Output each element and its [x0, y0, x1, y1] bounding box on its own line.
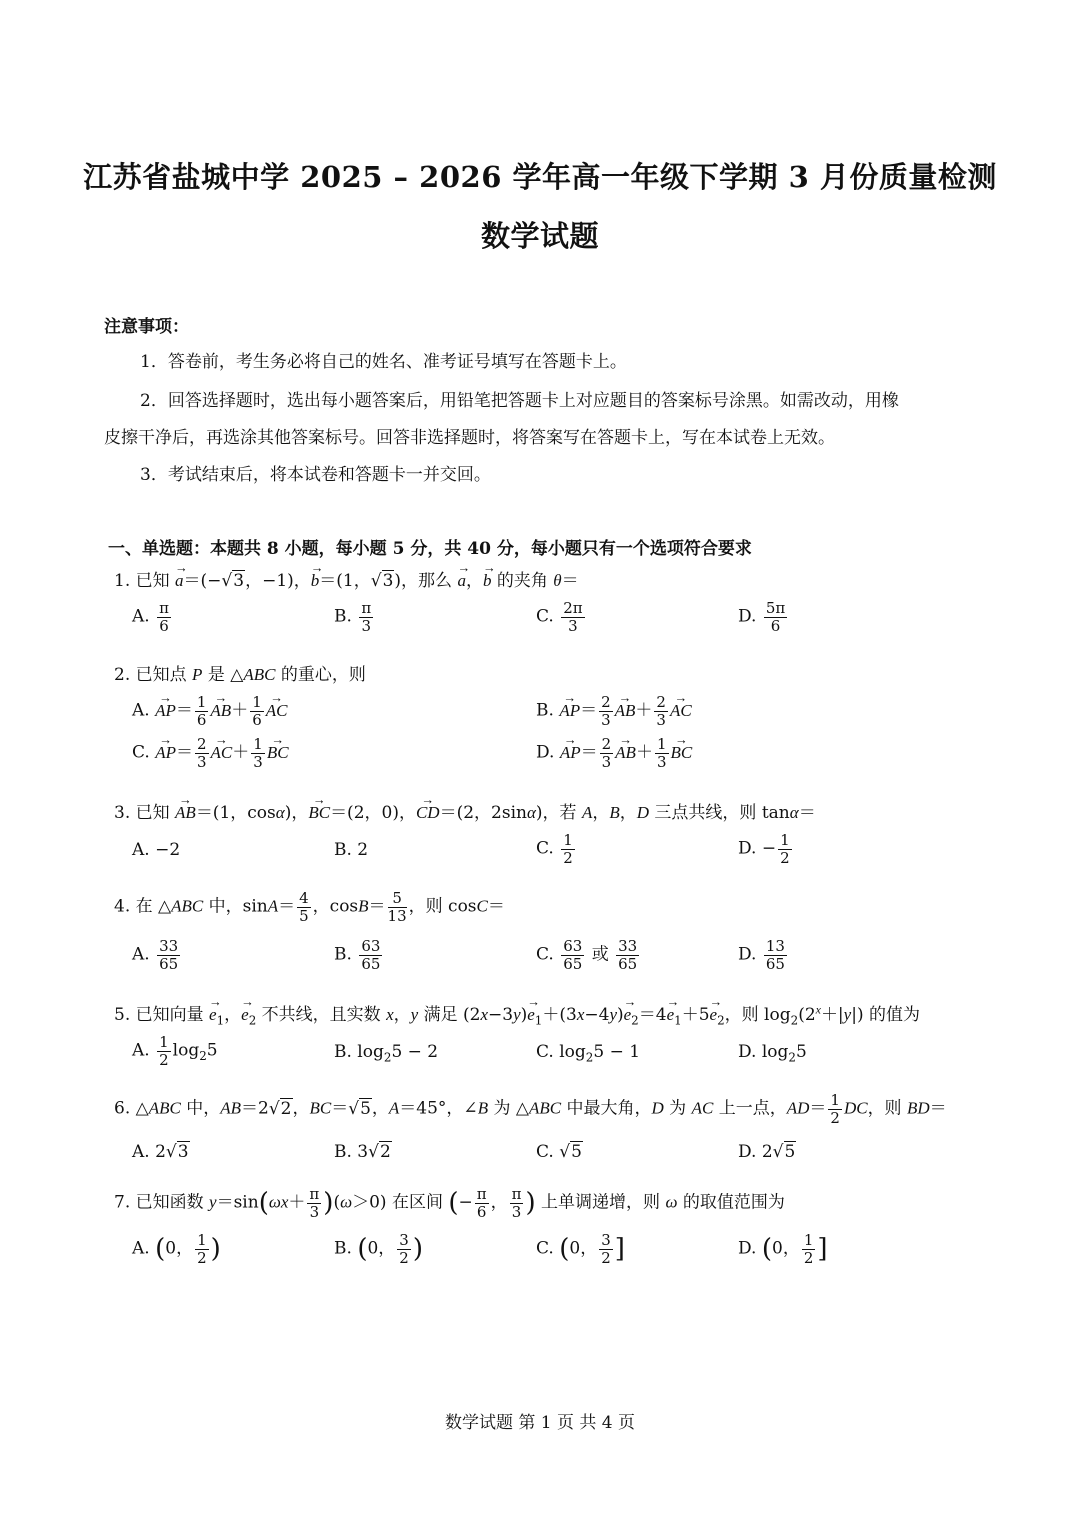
q4-option-c: C. $\frac{63}{65}$ 或 $\frac{33}{65}$	[536, 937, 638, 973]
q3-option-a: A. −2	[132, 840, 181, 860]
q1-option-c: C. $\frac{2\pi}{3}$	[536, 599, 583, 635]
page-footer: 数学试题 第 1 页 共 4 页	[444, 1413, 636, 1433]
q3-option-d: D. − $\frac{1}{2}$	[738, 831, 790, 867]
notice-item-1: 1．答卷前，考生务必将自己的姓名、准考证号填写在答题卡上。	[140, 352, 627, 372]
exam-subtitle: 数学试题	[480, 219, 599, 253]
question-7: 7. 已知函数 y＝sin(ωx＋ $\frac{\pi}{3}$ )(ω＞0) 在区间 (− $\frac{\pi}{6}$ ， $\frac{\pi}{3}$ ) 上单调递增，则 ω 的取值范围为	[114, 1185, 785, 1221]
q6-option-d: D. 2√5	[738, 1142, 796, 1162]
q1-option-a: A. $\frac{\pi}{6}$	[132, 599, 169, 635]
notice-item-2-line-1: 2．回答选择题时，选出每小题答案后，用铅笔把答题卡上对应题目的答案标号涂黑。如需改动，用橡	[140, 391, 899, 411]
q5-option-d: D. $\log_25$	[738, 1042, 807, 1065]
q6-option-c: C. √5	[536, 1142, 582, 1162]
q1-option-b: B. $\frac{\pi}{3}$	[334, 599, 372, 635]
q5-option-a: A. $\frac{1}{2}$ $\log_25$	[132, 1033, 218, 1069]
q6-option-a: A. 2√3	[132, 1142, 189, 1162]
q7-option-c: C. (0， $\frac{3}{2}$ ]	[536, 1231, 625, 1267]
section-heading: 一、单选题：本题共 8 小题，每小题 5 分，共 40 分，每小题只有一个选项符合要求	[108, 539, 752, 559]
notice-item-3: 3．考试结束后，将本试卷和答题卡一并交回。	[140, 465, 491, 485]
q5-option-b: B. $\log_25 - 2$	[334, 1042, 439, 1065]
notice-heading: 注意事项：	[104, 317, 189, 337]
q4-option-a: A. $\frac{33}{65}$	[132, 937, 179, 973]
question-2: 2. 已知点 P 是 △ABC 的重心，则	[114, 665, 366, 685]
q2-option-b: B. → AP＝ $\frac{2}{3}$ → AB＋ $\frac{2}{3}$ → AC	[536, 694, 692, 728]
notice-item-2-line-2: 皮擦干净后，再选涂其他答案标号。回答非选择题时，将答案写在答题卡上，写在本试卷上无效。	[104, 428, 835, 448]
q1-option-d: D. $\frac{5\pi}{6}$	[738, 599, 786, 635]
exam-title: 江苏省盐城中学 2025 – 2026 学年高一年级下学期 3 月份质量检测	[83, 160, 997, 194]
q2-option-a: A. → AP＝ $\frac{1}{6}$ → AB＋ $\frac{1}{6}$ → AC	[132, 694, 287, 728]
q6-option-b: B. 3√2	[334, 1142, 391, 1162]
q4-option-d: D. $\frac{13}{65}$	[738, 937, 785, 973]
q3-option-b: B. 2	[334, 840, 369, 860]
q5-option-c: C. $\log_25 - 1$	[536, 1042, 641, 1065]
question-3: 3. 已知 → AB＝(1，cosα)，→ BC＝(2，0)，→ CD＝(2，2sinα)，若 A，B，D 三点共线，则 tanα＝	[114, 798, 816, 823]
q7-option-b: B. (0， $\frac{3}{2}$ )	[334, 1231, 423, 1267]
q3-option-c: C. $\frac{1}{2}$	[536, 831, 573, 867]
question-1: 1. 已知 → a＝(−√3，−1)，→ b＝(1，√3)，那么 → a，→ b 的夹角 θ＝	[114, 566, 579, 591]
question-4: 4. 在 △ABC 中，sinA＝ $\frac{4}{5}$ ，cosB＝ $\frac{5}{13}$ ，则 cosC＝	[114, 889, 505, 925]
q7-option-d: D. (0， $\frac{1}{2}$ ]	[738, 1231, 828, 1267]
question-5: 5. 已知向量 → $e_1$，→ $e_2$ 不共线，且实数 x，y 满足 $(2x-3y)\to e_1+(3x-4y)\to e_2=4\to e_1+5\to e_2$，则 $\log_2(2^x+|y|)$ 的值为	[114, 1000, 920, 1027]
q2-option-d: D. → AP＝ $\frac{2}{3}$ → AB＋ $\frac{1}{3}$ → BC	[536, 736, 692, 770]
q2-option-c: C. → AP＝ $\frac{2}{3}$ → AC＋ $\frac{1}{3}$ → BC	[132, 736, 289, 770]
q7-option-a: A. (0， $\frac{1}{2}$ )	[132, 1231, 221, 1267]
q4-option-b: B. $\frac{63}{65}$	[334, 937, 381, 973]
question-6: 6. △ABC 中，AB＝2√2，BC＝√5，A＝45°，∠B 为 △ABC 中最大角，D 为 AC 上一点，AD＝ $\frac{1}{2}$ DC，则 BD＝	[114, 1091, 947, 1127]
